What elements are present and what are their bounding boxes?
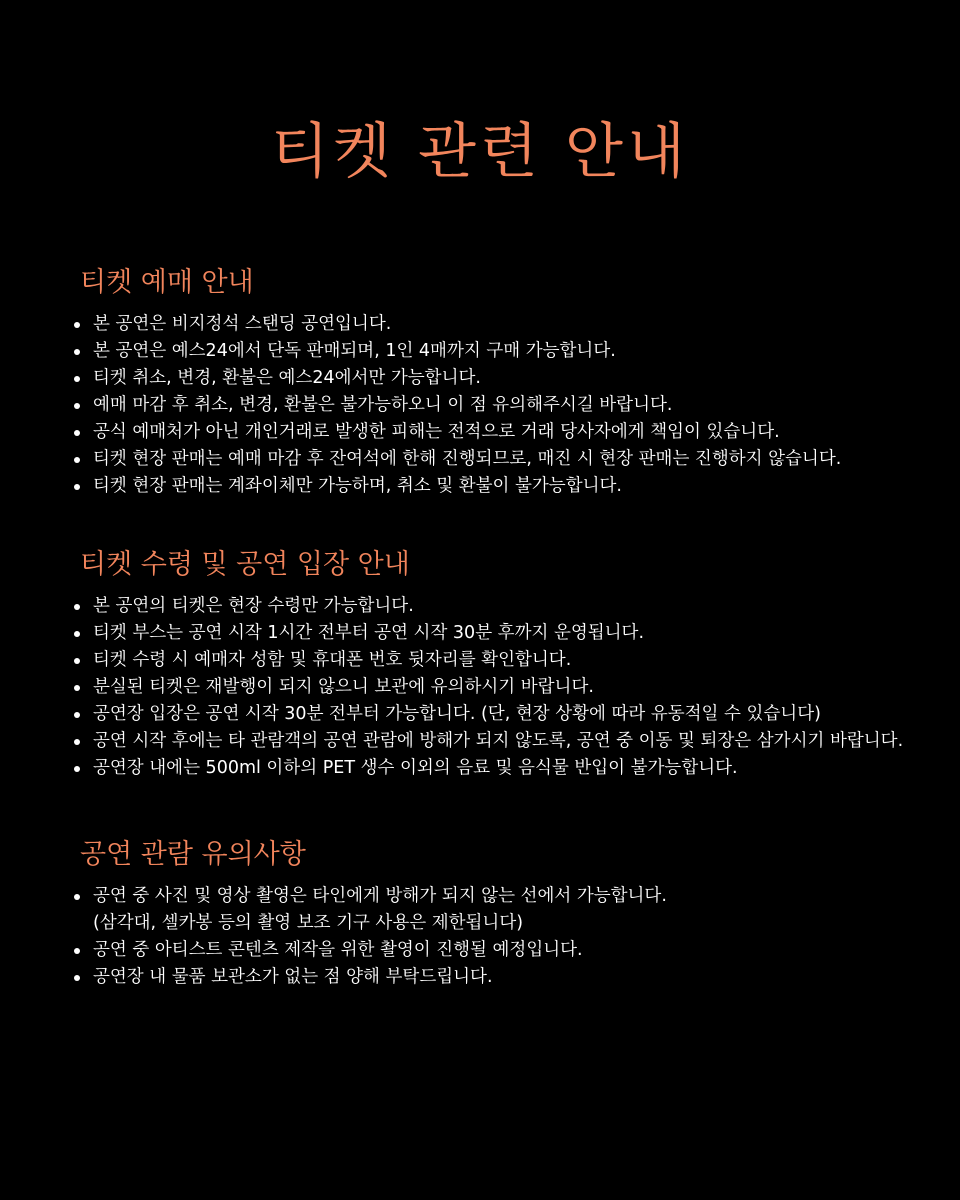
section-viewing-notes bbox=[80, 837, 940, 991]
list-item-text: 예매 마감 후 취소, 변경, 환불은 불가능하오니 이 점 유의해주시길 바랍니다. bbox=[93, 395, 673, 415]
bullet-icon bbox=[74, 739, 80, 745]
list-item bbox=[80, 883, 940, 937]
list-item-text: 공연 중 아티스트 콘텐츠 제작을 위한 촬영이 진행될 예정입니다. bbox=[93, 940, 583, 960]
list-item-text: 티켓 현장 판매는 계좌이체만 가능하며, 취소 및 환불이 불가능합니다. bbox=[93, 476, 622, 496]
list-item bbox=[80, 674, 940, 701]
list-item bbox=[80, 701, 940, 728]
list-item-text: 공연장 내 물품 보관소가 없는 점 양해 부탁드립니다. bbox=[93, 967, 493, 987]
bullet-icon bbox=[74, 430, 80, 436]
list-item-text: 공연 중 사진 및 영상 촬영은 타인에게 방해가 되지 않는 선에서 가능합니다. bbox=[93, 886, 667, 906]
bullet-icon bbox=[74, 948, 80, 954]
section-ticket-booking bbox=[80, 265, 940, 500]
bullet-icon bbox=[74, 322, 80, 328]
list-item-text: 공연 시작 후에는 타 관람객의 공연 관람에 방해가 되지 않도록, 공연 중 이동 및 퇴장은 삼가시기 바랍니다. bbox=[93, 731, 904, 751]
bullet-icon bbox=[74, 712, 80, 718]
bullet-icon bbox=[74, 894, 80, 900]
list-item-text: 공식 예매처가 아닌 개인거래로 발생한 피해는 전적으로 거래 당사자에게 책임이 있습니다. bbox=[93, 422, 780, 442]
list-item-text: 분실된 티켓은 재발행이 되지 않으니 보관에 유의하시기 바랍니다. bbox=[93, 677, 594, 697]
list-item-note: (삼각대, 셀카봉 등의 촬영 보조 기구 사용은 제한됩니다) bbox=[93, 913, 524, 933]
bullet-icon bbox=[74, 376, 80, 382]
list-item bbox=[80, 620, 940, 647]
list-item-text: 티켓 취소, 변경, 환불은 예스24에서만 가능합니다. bbox=[93, 368, 481, 388]
item-list bbox=[80, 883, 940, 991]
list-item-text: 공연장 내에는 500ml 이하의 PET 생수 이외의 음료 및 음식물 반입이 불가능합니다. bbox=[93, 758, 738, 778]
list-item bbox=[80, 647, 940, 674]
list-item bbox=[80, 937, 940, 964]
list-item bbox=[80, 365, 940, 392]
page-title: 티켓 관련 안내 bbox=[271, 117, 689, 187]
list-item-text: 본 공연은 예스24에서 단독 판매되며, 1인 4매까지 구매 가능합니다. bbox=[93, 341, 616, 361]
section-heading: 공연 관람 유의사항 bbox=[80, 839, 306, 870]
list-item bbox=[80, 473, 940, 500]
bullet-icon bbox=[74, 685, 80, 691]
item-list bbox=[80, 593, 940, 782]
list-item-text: 티켓 부스는 공연 시작 1시간 전부터 공연 시작 30분 후까지 운영됩니다. bbox=[93, 623, 645, 643]
list-item-text: 본 공연의 티켓은 현장 수령만 가능합니다. bbox=[93, 596, 414, 616]
list-item bbox=[80, 446, 940, 473]
list-item bbox=[80, 419, 940, 446]
bullet-icon bbox=[74, 604, 80, 610]
list-item bbox=[80, 593, 940, 620]
section-ticket-pickup-entry bbox=[80, 547, 940, 782]
list-item-text: 티켓 수령 시 예매자 성함 및 휴대폰 번호 뒷자리를 확인합니다. bbox=[93, 650, 572, 670]
bullet-icon bbox=[74, 484, 80, 490]
bullet-icon bbox=[74, 457, 80, 463]
bullet-icon bbox=[74, 631, 80, 637]
list-item bbox=[80, 338, 940, 365]
list-item bbox=[80, 311, 940, 338]
item-list bbox=[80, 311, 940, 500]
list-item bbox=[80, 964, 940, 991]
list-item bbox=[80, 392, 940, 419]
bullet-icon bbox=[74, 403, 80, 409]
bullet-icon bbox=[74, 766, 80, 772]
list-item-text: 본 공연은 비지정석 스탠딩 공연입니다. bbox=[93, 314, 392, 334]
list-item-text: 티켓 현장 판매는 예매 마감 후 잔여석에 한해 진행되므로, 매진 시 현장 판매는 진행하지 않습니다. bbox=[93, 449, 842, 469]
section-heading: 티켓 수령 및 공연 입장 안내 bbox=[80, 549, 410, 580]
section-heading: 티켓 예매 안내 bbox=[80, 267, 254, 298]
bullet-icon bbox=[74, 975, 80, 981]
list-item-text: 공연장 입장은 공연 시작 30분 전부터 가능합니다. (단, 현장 상황에 따라 유동적일 수 있습니다) bbox=[93, 704, 821, 724]
bullet-icon bbox=[74, 349, 80, 355]
list-item bbox=[80, 728, 940, 755]
list-item bbox=[80, 755, 940, 782]
bullet-icon bbox=[74, 658, 80, 664]
